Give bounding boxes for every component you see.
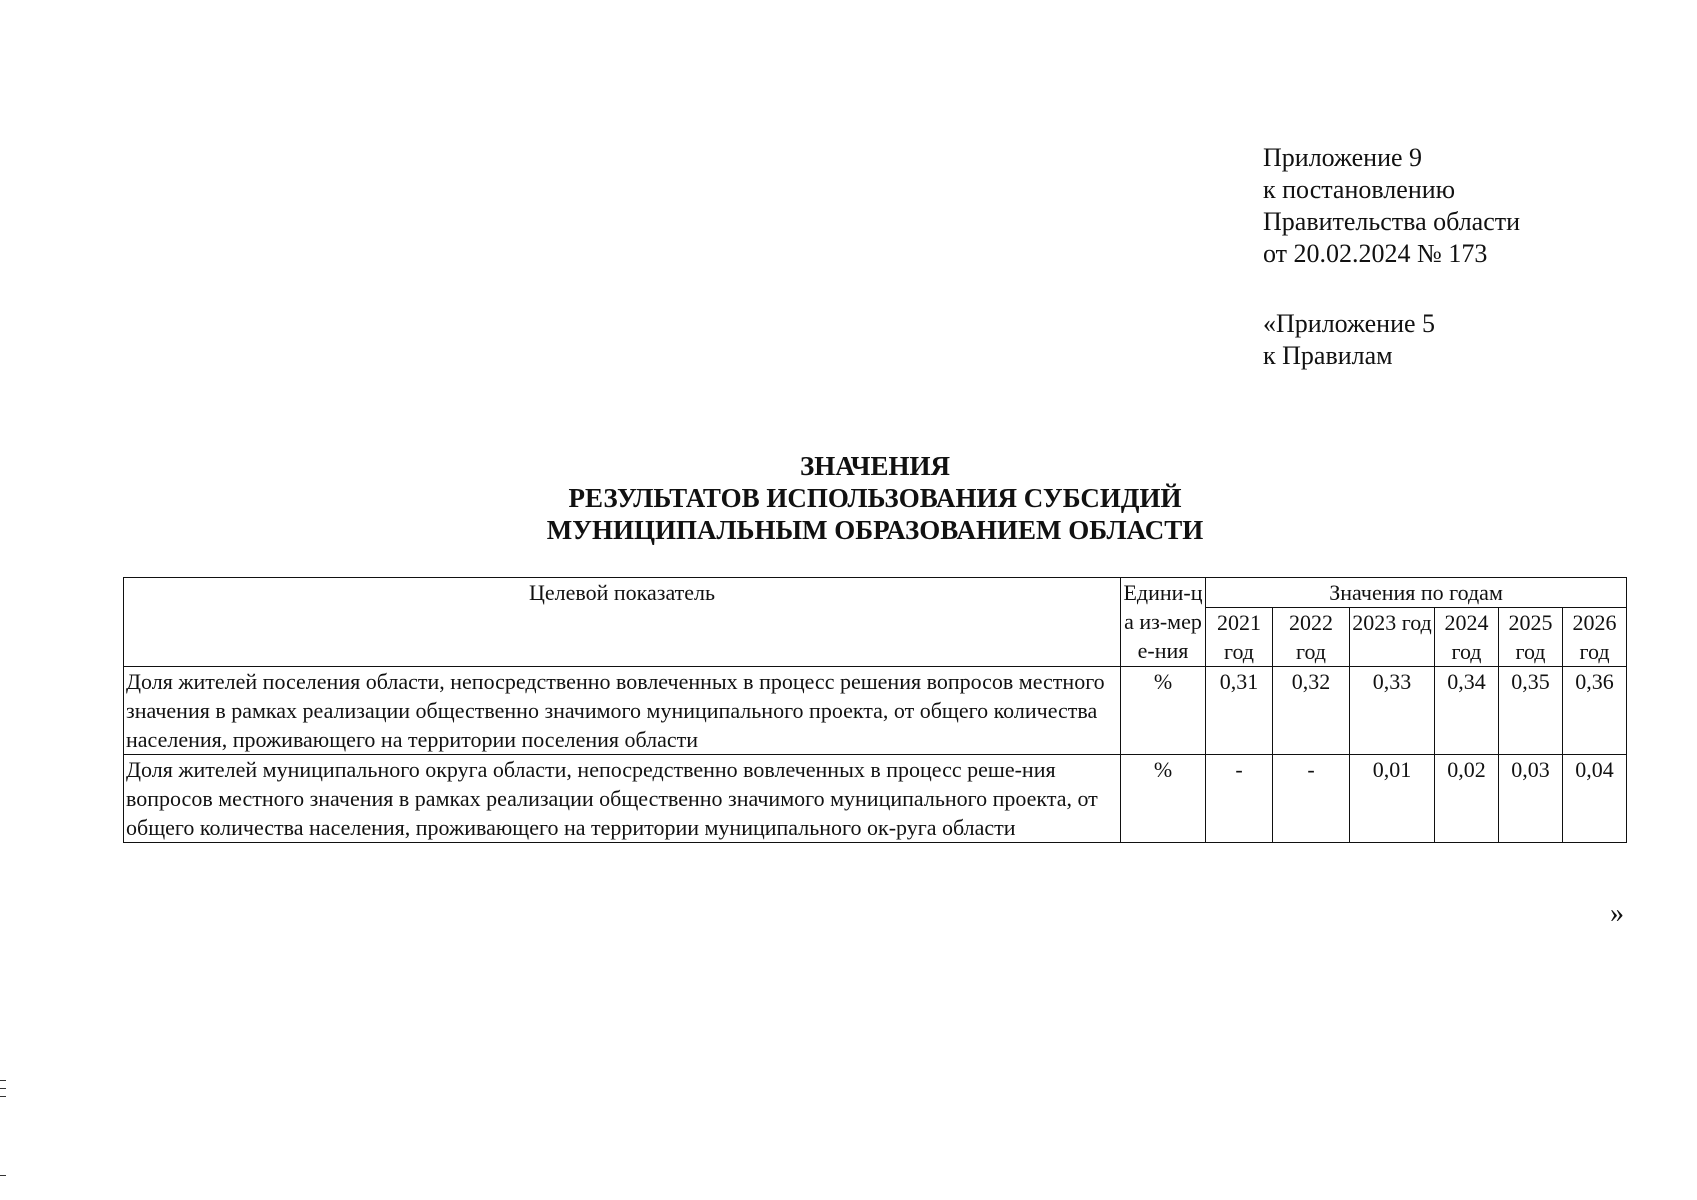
appendix-9-line: Приложение 9 bbox=[1263, 143, 1423, 172]
title-line: РЕЗУЛЬТАТОВ ИСПОЛЬЗОВАНИЯ СУБСИДИЙ bbox=[568, 483, 1182, 513]
year-header: 2023 год bbox=[1350, 608, 1435, 667]
document-title bbox=[0, 450, 1697, 546]
unit-header: Едини-ца из-мере-ния bbox=[1121, 578, 1206, 667]
year-header: 2024 год bbox=[1435, 608, 1499, 667]
year-header: 2026 год bbox=[1563, 608, 1627, 667]
year-header: 2021 год bbox=[1206, 608, 1273, 667]
values-by-year-header: Значения по годам bbox=[1206, 578, 1627, 608]
value-cell: - bbox=[1206, 755, 1273, 843]
closing-quote: » bbox=[1610, 898, 1624, 929]
value-cell: 0,01 bbox=[1350, 755, 1435, 843]
indicator-header: Целевой показатель bbox=[124, 578, 1121, 667]
scan-edge-mark bbox=[0, 1088, 6, 1089]
scan-edge-mark bbox=[0, 1175, 6, 1176]
results-table bbox=[123, 577, 1627, 843]
value-cell: 0,03 bbox=[1499, 755, 1563, 843]
year-header: 2022 год bbox=[1273, 608, 1350, 667]
title-line: ЗНАЧЕНИЯ bbox=[800, 451, 950, 481]
value-cell: 0,33 bbox=[1350, 667, 1435, 755]
appendix-9-line: к постановлению bbox=[1263, 175, 1456, 204]
value-cell: 0,02 bbox=[1435, 755, 1499, 843]
table-row bbox=[124, 667, 1627, 755]
value-cell: 0,32 bbox=[1273, 667, 1350, 755]
appendix-5-line: «Приложение 5 bbox=[1263, 309, 1436, 338]
value-cell: - bbox=[1273, 755, 1350, 843]
unit-cell: % bbox=[1121, 755, 1206, 843]
table-row bbox=[124, 755, 1627, 843]
title-line: МУНИЦИПАЛЬНЫМ ОБРАЗОВАНИЕМ ОБЛАСТИ bbox=[546, 515, 1204, 545]
appendix-9-line: от 20.02.2024 № 173 bbox=[1263, 239, 1488, 268]
appendix-9-block bbox=[1263, 142, 1520, 270]
header-row bbox=[124, 578, 1627, 608]
value-cell: 0,04 bbox=[1563, 755, 1627, 843]
appendix-5-block bbox=[1263, 308, 1435, 372]
indicator-cell: Доля жителей муниципального округа области, непосредственно вовлеченных в процесс реше-ния вопросов местного значения в рамках реализации общественно значимого муниципального проекта, от общего количества населения, проживающего на территории муниципального ок-руга области bbox=[124, 755, 1121, 843]
scan-edge-mark bbox=[0, 1080, 6, 1081]
appendix-9-line: Правительства области bbox=[1263, 207, 1521, 236]
value-cell: 0,34 bbox=[1435, 667, 1499, 755]
scan-edge-mark bbox=[0, 1096, 6, 1097]
value-cell: 0,35 bbox=[1499, 667, 1563, 755]
value-cell: 0,31 bbox=[1206, 667, 1273, 755]
appendix-5-line: к Правилам bbox=[1263, 341, 1393, 370]
indicator-cell: Доля жителей поселения области, непосредственно вовлеченных в процесс решения вопросов местного значения в рамках реализации общественно значимого муниципального проекта, от общего количества населения, проживающего на территории поселения области bbox=[124, 667, 1121, 755]
year-header: 2025 год bbox=[1499, 608, 1563, 667]
unit-cell: % bbox=[1121, 667, 1206, 755]
value-cell: 0,36 bbox=[1563, 667, 1627, 755]
